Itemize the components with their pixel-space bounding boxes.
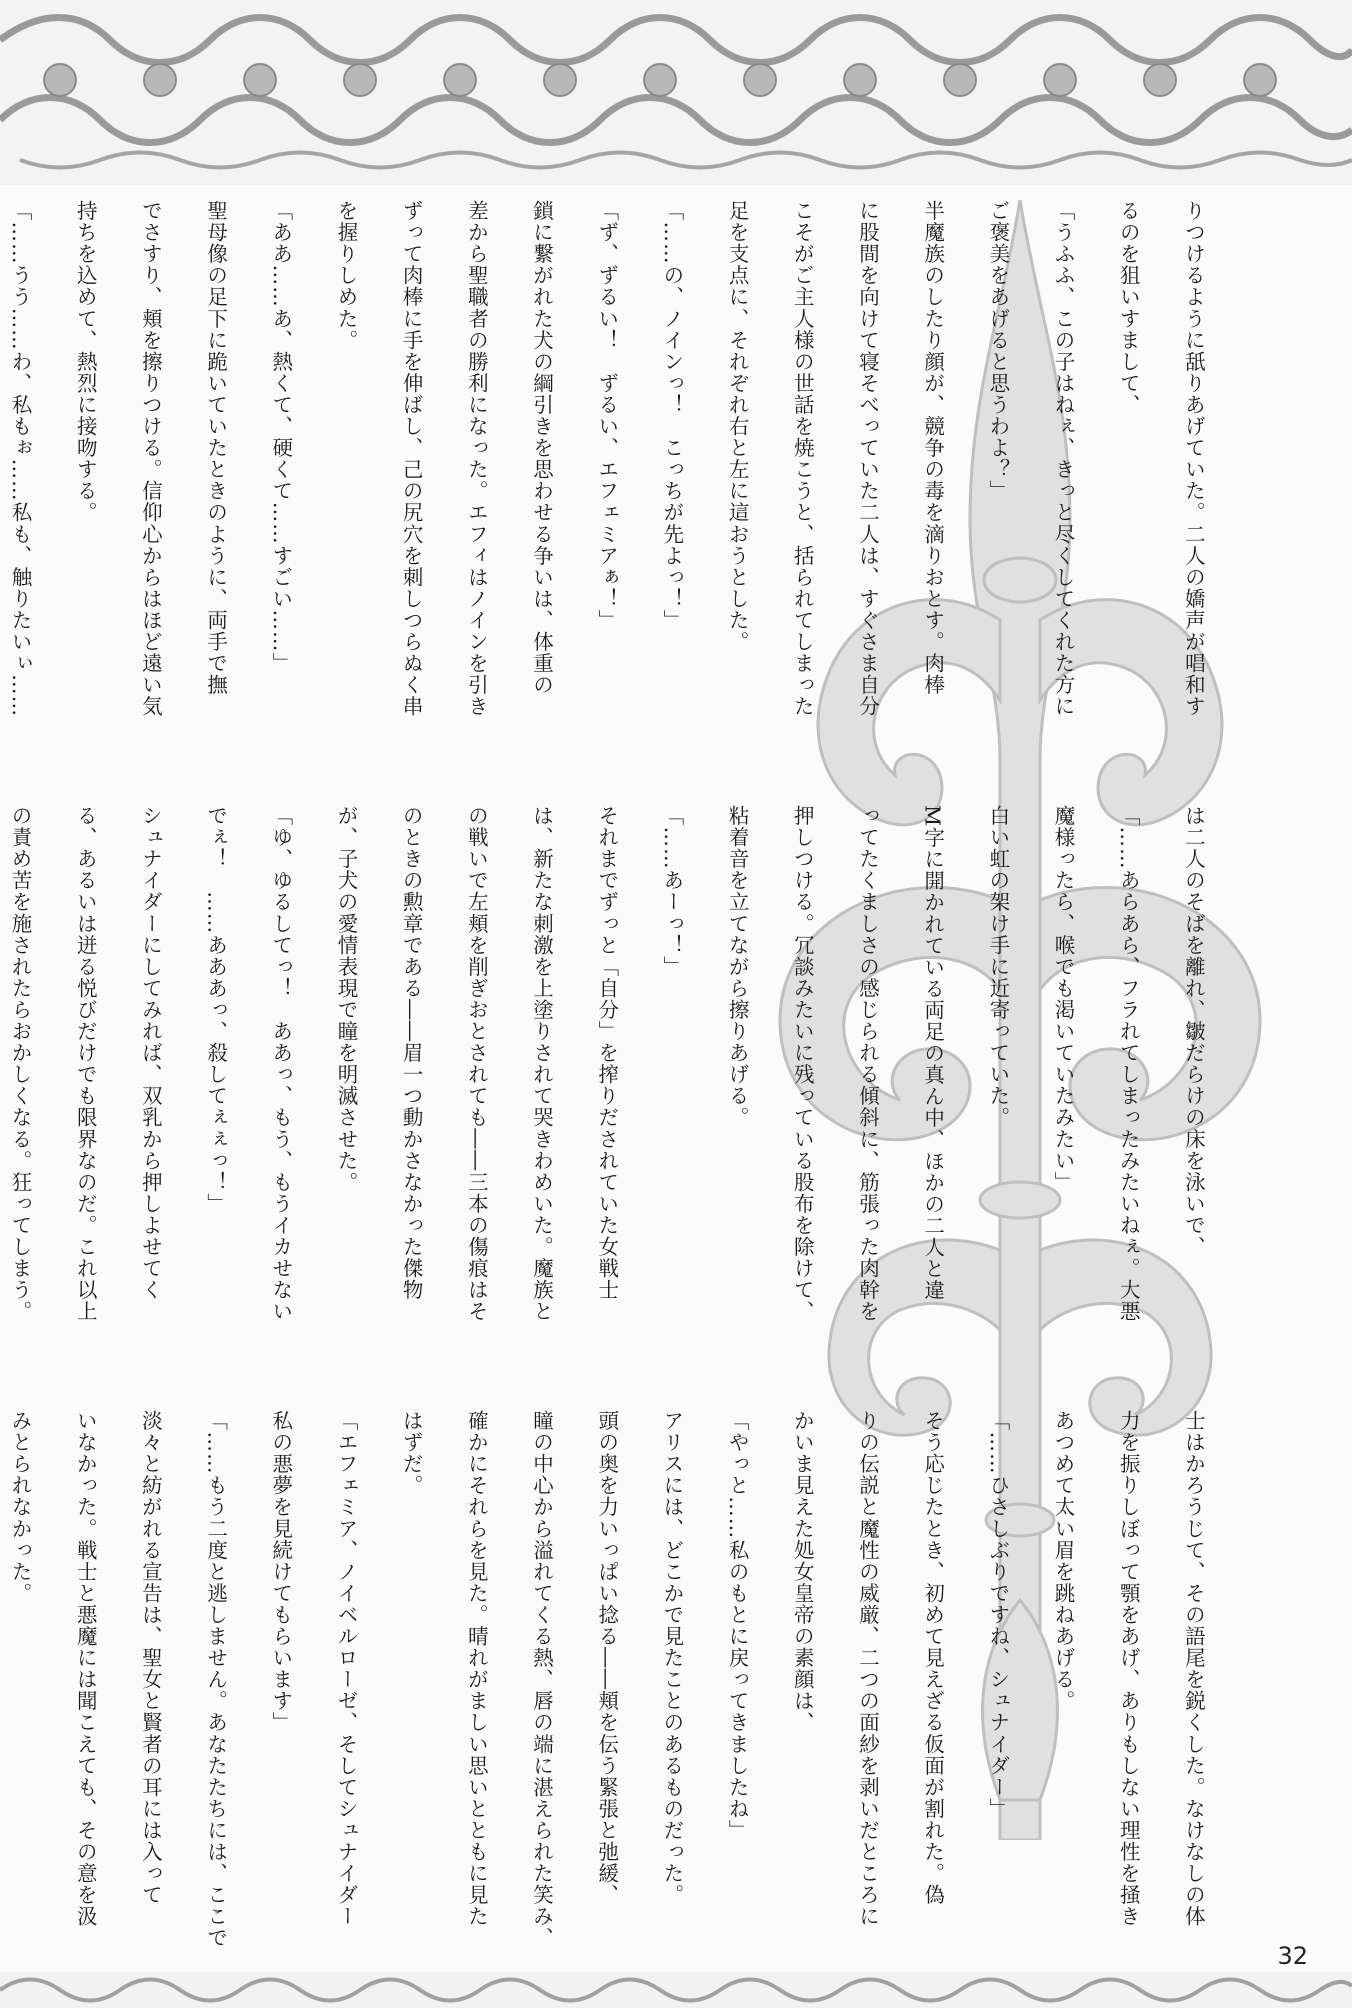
text-column-bottom — [8, 1410, 1242, 1970]
text-line: 魔様ったら、喉でも渇いていたみたい」 — [1051, 805, 1076, 1193]
text-line: 頭の奥を力いっぱい捻る――頬を伝う緊張と弛緩、 — [594, 1410, 619, 1906]
text-line: 確かにそれらを見た。晴れがましい思いとともに見た — [464, 1410, 489, 1928]
text-line: 差から聖職者の勝利になった。エフィはノインを引き — [464, 200, 489, 718]
text-line: 白い虹の架け手に近寄っていた。 — [985, 805, 1010, 1129]
text-line: 「……あーっ！」 — [659, 805, 684, 978]
bottom-border-ornament — [0, 1972, 1352, 2008]
text-line: いなかった。戦士と悪魔には聞こえても、その意を汲 — [73, 1410, 98, 1928]
text-line: 「……もう二度と逃しません。あなたたちには、ここで — [203, 1410, 228, 1949]
text-line: ってたくましさの感じられる傾斜に、筋張った肉幹を — [855, 805, 880, 1323]
text-line: 持ちを込めて、熱烈に接吻する。 — [73, 200, 98, 524]
text-line: アリスには、どこかで見たことのあるものだった。 — [659, 1410, 684, 1906]
text-line: 粘着音を立てながら擦りあげる。 — [725, 805, 750, 1129]
text-line: みとられなかった。 — [8, 1410, 33, 1604]
text-line: 半魔族のしたり顔が、競争の毒を滴りおとす。肉棒 — [920, 200, 945, 696]
text-line: 鎖に繋がれた犬の綱引きを思わせる争いは、体重の — [529, 200, 554, 696]
text-line: る、あるいは迸る悦びだけでも限界なのだ。これ以上 — [73, 805, 98, 1323]
text-line: かいま見えた処女皇帝の素顔は、 — [790, 1410, 815, 1734]
text-line: 「やっと……私のもとに戻ってきましたね」 — [725, 1410, 750, 1841]
text-line: でさすり、頬を擦りつける。信仰心からはほど遠い気 — [138, 200, 163, 718]
text-line: 士はかろうじて、その語尾を鋭くした。なけなしの体 — [1181, 1410, 1206, 1928]
text-line: 瞳の中心から溢れてくる熱、唇の端に湛えられた笑み、 — [529, 1410, 554, 1949]
text-line: 「……ひさしぶりですね、シュナイダー」 — [985, 1410, 1010, 1820]
text-line: 「……うう……わ、私もぉ……私も、触りたいぃ…… — [8, 200, 33, 718]
text-line: るのを狙いすまして、 — [1116, 200, 1141, 416]
text-line: は、新たな刺激を上塗りされて哭きわめいた。魔族と — [529, 805, 554, 1323]
text-line: 足を支点に、それぞれ右と左に這おうとした。 — [725, 200, 750, 653]
page-number: 32 — [1277, 1942, 1308, 1970]
text-line: 力を振りしぼって顎をあげ、ありもしない理性を掻き — [1116, 1410, 1141, 1928]
text-line: は二人のそばを離れ、皺だらけの床を泳いで、 — [1181, 805, 1206, 1258]
text-line: ご褒美をあげると思うわよ？」 — [985, 200, 1010, 502]
text-line: 聖母像の足下に跪いていたときのように、両手で撫 — [203, 200, 228, 696]
text-column-top — [8, 200, 1242, 760]
text-line: りの伝説と魔性の威厳、二つの面紗を剥いだところに — [855, 1410, 880, 1928]
text-line: 「ゆ、ゆるしてっ！ ああっ、もう、もうイカせない — [268, 805, 293, 1323]
text-line: 押しつける。冗談みたいに残っている股布を除けて、 — [790, 805, 815, 1323]
text-line: 「……あらあら、フラれてしまったみたいねぇ。大悪 — [1116, 805, 1141, 1323]
text-line: の責め苦を施されたらおかしくなる。狂ってしまう。 — [8, 805, 33, 1323]
text-column-middle — [8, 805, 1242, 1365]
text-line: あつめて太い眉を跳ねあげる。 — [1051, 1410, 1076, 1712]
top-border-ornament — [0, 0, 1352, 185]
text-line: 「エフェミア、ノイベルローゼ、そしてシュナイダー — [333, 1410, 358, 1928]
text-line: シュナイダーにしてみれば、双乳から押しよせてく — [138, 805, 163, 1301]
text-line: のときの勲章である――眉一つ動かさなかった傑物 — [399, 805, 424, 1301]
text-line: でぇ！ ……あああっ、殺してぇぇっ！」 — [203, 805, 228, 1215]
text-line: 「ああ……あ、熱くて、硬くて……すごい……」 — [268, 200, 293, 675]
text-line: 「うふふ、この子はねぇ、きっと尽くしてくれた方に — [1051, 200, 1076, 718]
text-line: それまでずっと「自分」を搾りだされていた女戦士 — [594, 805, 619, 1301]
text-line: の戦いで左頬を削ぎおとされても――三本の傷痕はそ — [464, 805, 489, 1323]
text-line: 淡々と紡がれる宣告は、聖女と賢者の耳には入って — [138, 1410, 163, 1906]
text-line: ずって肉棒に手を伸ばし、己の尻穴を刺しつらぬく串 — [399, 200, 424, 718]
text-line: りつけるように舐りあげていた。二人の嬌声が唱和す — [1181, 200, 1206, 718]
text-line: そう応じたとき、初めて見えざる仮面が割れた。偽 — [920, 1410, 945, 1906]
text-line: 「ず、ずるい！ ずるい、エフェミアぁ！」 — [594, 200, 619, 631]
text-line: が、子犬の愛情表現で瞳を明滅させた。 — [333, 805, 358, 1193]
text-line: 私の悪夢を見続けてもらいます」 — [268, 1410, 293, 1734]
text-line: こそがご主人様の世話を焼こうと、括られてしまった — [790, 200, 815, 718]
text-line: に股間を向けて寝そべっていた二人は、すぐさま自分 — [855, 200, 880, 718]
text-line: M字に開かれている両足の真ん中、ほかの二人と違 — [920, 805, 945, 1302]
text-line: を握りしめた。 — [333, 200, 358, 351]
text-line: 「……の、ノインっ！ こっちが先よっ！」 — [659, 200, 684, 631]
text-line: はずだ。 — [399, 1410, 424, 1497]
